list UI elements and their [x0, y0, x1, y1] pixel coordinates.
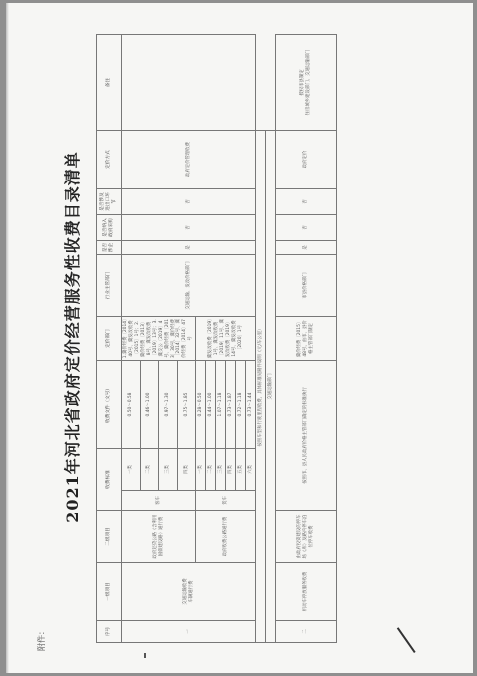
cell-doc-1b: 冀发改收费〔2019〕1号、冀发改收费〔2019〕11号、冀发改收费〔2019〕14号、冀发改收费〔2020〕1号 [196, 316, 256, 360]
header-procurement: 是否纳入政府采购 [97, 214, 122, 240]
fee-catalog-table [96, 34, 337, 643]
cell-enterprise-1: 是 [122, 240, 256, 254]
cell-export-2: 否 [276, 188, 337, 214]
cell-fee: 0.46～1.00 [140, 360, 159, 448]
cell-subitem-1a: 政府还贷公路（含利用国债建设路）通行费 [122, 511, 196, 563]
document-title: 2021年河北省政府定价经营服务性收费目录清单 [63, 151, 82, 523]
cell-level: 一类 [196, 448, 206, 490]
cell-fee: 0.73～1.44 [246, 360, 256, 448]
header-pricing-dept: 定价部门 [97, 316, 122, 360]
cell-dept-2: 市县价格部门 [276, 254, 337, 316]
cell-level: 一类 [122, 448, 141, 490]
cell-note-2 [276, 34, 337, 130]
cell-unit-a: 客车 [122, 491, 196, 511]
cell-note-2-text: 授权市县制定 [300, 69, 306, 96]
header-level1: 一级项目 [97, 563, 122, 621]
cell-item-name-1: 车辆通行费 [188, 580, 194, 603]
scanned-page [6, 3, 473, 673]
cell-category-1: 交通运输收费 [182, 578, 188, 605]
cell-doc-1a: 1.冀价经费〔2014〕40号、冀发改收费〔2015〕1号；2.冀价经费〔2013〕8号、冀发改收费〔2019〕13号；3.冀交公〔2019〕4号、冀价经费〔2013〕30号，冀价经费〔2014〕32号、冀价经费〔2014〕47号 [122, 316, 196, 360]
cell-item-2: 机动车停放服务收费 [276, 563, 337, 621]
cell-subitem-2: 由政府投资建设的停车场（库）及路内停车泊位停车收费 [276, 511, 337, 563]
cell-level: 三类 [159, 448, 178, 490]
cell-fee-note-1: 按照车型和行驶里程收费，具体标准见附件说明（元/车公里） [256, 130, 266, 642]
cell-note-1 [122, 34, 256, 130]
header-pricing-method: 定价方式 [97, 130, 122, 188]
header-enterprise: 是否涉企 [97, 240, 122, 254]
header-export: 是否涉及进出口环节 [97, 188, 122, 214]
cell-fee: 0.72～1.18 [236, 360, 246, 448]
rotated-document [34, 17, 474, 657]
cell-seq-2: 二 [276, 621, 337, 643]
cell-enterprise-2: 是 [276, 240, 337, 254]
cell-method-2: 政府定价 [276, 130, 337, 188]
table-row [256, 34, 266, 642]
cell-fee-2: 按照市、县人民政府价格主管部门确定的标准执行 [276, 360, 337, 510]
table-row [122, 34, 141, 642]
header-authority: 行业主管部门 [97, 254, 122, 316]
cell-authority-2: 住房城乡建设部门、交通运输部门 [306, 49, 312, 116]
scan-edge-shadow [6, 3, 9, 673]
header-fee-document: 收费文件（文号） [97, 360, 122, 448]
cell-fee: 1.07～1.18 [216, 360, 226, 448]
cell-level: 二类 [140, 448, 159, 490]
cell-method-1: 政府定价管理收费 [122, 130, 256, 188]
table-row [266, 34, 276, 642]
cell-level: 二类 [206, 448, 216, 490]
cell-level: 六类 [246, 448, 256, 490]
table-header-row [97, 34, 122, 642]
cell-subitem-1b: 政府收费公路通行费 [196, 511, 256, 563]
cell-level: 四类 [177, 448, 196, 490]
header-seq: 序号 [97, 621, 122, 643]
cell-fee: 0.28～0.50 [196, 360, 206, 448]
cell-fee: 0.50～0.58 [122, 360, 141, 448]
cell-level: 四类 [226, 448, 236, 490]
cell-authority-1: 交通运输部门 [266, 130, 276, 642]
pen-scratch-mark [397, 628, 415, 653]
cell-item-1 [122, 563, 256, 621]
cell-procure-2: 否 [276, 214, 337, 240]
cell-export-1: 否 [122, 188, 256, 214]
header-note: 备注 [97, 34, 122, 130]
cell-fee: 0.75～1.85 [177, 360, 196, 448]
cell-doc-2: 冀价经费〔2015〕48号，由市、县价格主管部门制定 [276, 316, 337, 360]
cell-level: 三类 [216, 448, 226, 490]
attachment-label: 附件： [37, 627, 46, 651]
cell-unit-b: 货车 [196, 491, 256, 511]
header-level2: 二级项目 [97, 511, 122, 563]
cell-procure-1: 否 [122, 214, 256, 240]
cell-fee: 0.73～1.87 [226, 360, 236, 448]
cell-dept-1: 交通运输、发改价格部门 [122, 254, 256, 316]
table-row [276, 34, 337, 642]
cell-fee: 0.44～1.00 [206, 360, 216, 448]
cell-fee: 0.97～1.30 [159, 360, 178, 448]
header-fee-standard: 收费标准 [97, 448, 122, 510]
cell-level: 五类 [236, 448, 246, 490]
cell-seq-1: 一 [122, 621, 256, 643]
